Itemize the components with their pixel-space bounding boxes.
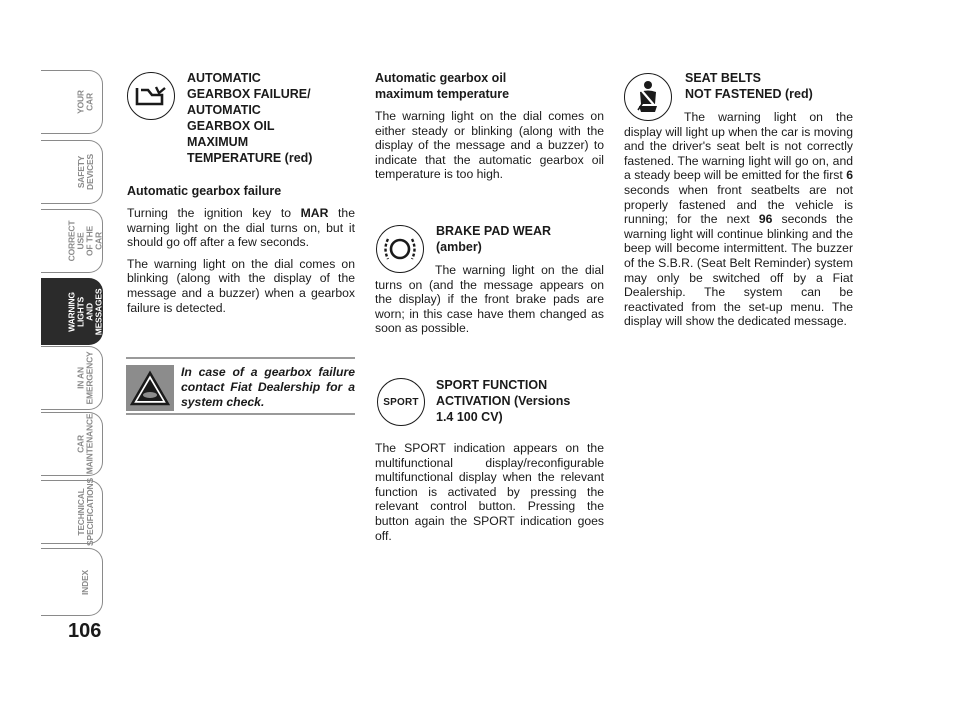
- tab-warning-lights[interactable]: [41, 278, 103, 345]
- seconds-value: 6: [846, 168, 853, 183]
- heading-line: SPORT FUNCTION: [436, 378, 548, 392]
- heading-line: AUTOMATIC: [187, 71, 261, 85]
- heading-line: NOT FASTENED (red): [685, 87, 813, 101]
- seatbelt-section: [624, 110, 853, 336]
- sport-icon-label: SPORT: [383, 396, 419, 408]
- heading-line: SEAT BELTS: [685, 71, 761, 85]
- sport-text: The SPORT indication appears on the multifunctional display/reconfigurable multifunctional display when the relevant function is activated by pressing the relevant control button. Pressing the button again the SPORT indication goes off.: [375, 441, 604, 543]
- heading-line: 1.4 100 CV): [436, 410, 503, 424]
- text: Turning the ignition key to: [127, 206, 301, 220]
- gearbox-heading: [187, 70, 357, 166]
- text: The warning light on the display will light up when the car is moving and the driver's seat belt is not correctly fastened. The warning light will go on, and a steady beep will be emitted for the first: [624, 110, 853, 183]
- tab-label: IN AN EMERGENCY: [75, 351, 95, 405]
- brake-section: [375, 263, 604, 343]
- warning-triangle-icon: [126, 365, 174, 411]
- heading-line: ACTIVATION (Versions: [436, 394, 571, 408]
- brake-heading: [436, 223, 606, 255]
- tab-your-car[interactable]: [41, 70, 103, 134]
- gearbox-failure-section: [127, 183, 355, 322]
- subhead-line: maximum temperature: [375, 87, 510, 101]
- warning-note-text: In case of a gearbox failure contact Fiat Dealership for a system check.: [181, 365, 355, 409]
- gearbox-failure-subhead: Automatic gearbox failure: [127, 184, 282, 198]
- tab-label: SAFETY DEVICES: [75, 154, 95, 190]
- brake-text: The warning light on the dial turns on (and the message appears on the display) if the front brake pads are worn; in this case have them changed as soon as possible.: [375, 263, 604, 336]
- text: the warning light on the dial turns on, but it should go off after a few seconds.: [127, 206, 355, 250]
- seatbelt-text: [624, 110, 853, 329]
- tab-label: TECHNICAL SPECIFICATIONS: [75, 478, 95, 546]
- heading-line: GEARBOX FAILURE/: [187, 87, 311, 101]
- page-number: 106: [68, 620, 102, 642]
- tab-label: CORRECT USE OF THE CAR: [66, 220, 104, 262]
- warning-note: [126, 357, 355, 415]
- seconds-value: 96: [758, 212, 773, 227]
- tab-label: WARNING LIGHTS AND MESSAGES: [66, 288, 104, 335]
- gearbox-failure-para1: [127, 206, 355, 250]
- heading-line: BRAKE PAD WEAR: [436, 224, 552, 238]
- sport-heading: [436, 377, 611, 425]
- tab-technical-specifications[interactable]: [41, 480, 103, 544]
- key-position: MAR: [300, 206, 329, 220]
- sport-icon: [377, 378, 425, 426]
- gearbox-oil-section: [375, 70, 604, 189]
- heading-line: TEMPERATURE (red): [187, 151, 313, 165]
- tab-label: INDEX: [80, 569, 90, 595]
- tab-emergency[interactable]: [41, 346, 103, 410]
- sport-section: [375, 441, 604, 550]
- tab-label: YOUR CAR: [75, 90, 95, 114]
- gearbox-oil-subhead: [375, 70, 604, 102]
- heading-line: AUTOMATIC: [187, 103, 261, 117]
- seatbelt-heading: [685, 70, 855, 102]
- gearbox-failure-para2: The warning light on the dial comes on blinking (along with the display of the message and a buzzer) when a gearbox failure is detected.: [127, 256, 355, 315]
- tab-label: CAR MAINTENANCE: [75, 413, 95, 475]
- heading-line: (amber): [436, 240, 482, 254]
- tab-car-maintenance[interactable]: [41, 412, 103, 476]
- tab-index[interactable]: [41, 548, 103, 616]
- subhead-line: Automatic gearbox oil: [375, 71, 507, 85]
- heading-line: MAXIMUM: [187, 135, 249, 149]
- gearbox-oil-para: The warning light on the dial comes on either steady or blinking (along with the display of the message and a buzzer) to indicate that the automatic gearbox oil temperature is too high.: [375, 109, 604, 182]
- text: seconds when front seatbelts are not properly fastened and the vehicle is running; for the next: [624, 182, 853, 227]
- heading-line: GEARBOX OIL: [187, 119, 275, 133]
- tab-correct-use[interactable]: [41, 209, 103, 273]
- text: seconds the warning light will continue blinking and the beep will become intermittent. The buzzer of the S.B.R. (Seat Belt Reminder) system may only be switched off by a Fiat Dealership. The system can be reactivated from the set-up menu. The display will show the dedicated message.: [624, 212, 853, 329]
- gearbox-warning-icon: [127, 72, 175, 120]
- tab-safety-devices[interactable]: [41, 140, 103, 204]
